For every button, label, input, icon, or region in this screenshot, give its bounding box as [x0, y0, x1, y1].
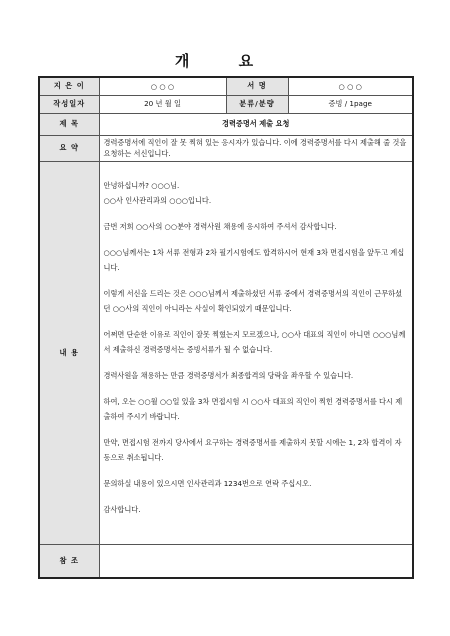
paragraph-importance: 경력사원을 채용하는 만큼 경력증명서가 최종합격의 당락을 좌우할 수 있습니다.	[103, 370, 354, 380]
summary-row	[39, 135, 413, 161]
summary-form-table	[38, 76, 414, 579]
paragraph-status: ○○○님께서는 1차 서류 전형과 2차 필기시험에도 합격하시어 현재 3차 면접시험을 앞두고 계십니다.	[103, 247, 405, 272]
document-title: 개 요	[174, 52, 276, 70]
paragraph-closing: 감사합니다.	[103, 504, 141, 514]
summary-value: 경력증명서에 직인이 잘 못 찍혀 있는 응시자가 있습니다. 이에 경력증명서를 다시 제출해 줄 것을 요청하는 서신입니다.	[99, 135, 413, 161]
content-body	[99, 161, 413, 544]
subject-value: 경력증명서 제출 요청	[99, 113, 413, 135]
author-value: ○ ○ ○	[99, 77, 226, 95]
paragraph-reason: 이렇게 서신을 드리는 것은 ○○○님께서 제출하셨던 서류 중에서 경력증명서의 직인이 근무하셨던 ○○사의 직인이 아니라는 사실이 확인되었기 때문입니다.	[103, 288, 403, 313]
content-label: 내 용	[39, 161, 99, 544]
paragraph-request: 하여, 오는 ○○월 ○○일 있을 3차 면접시험 시 ○○사 대표의 직인이 찍힌 경력증명서를 다시 제출하여 주시기 바랍니다.	[103, 396, 403, 421]
signature-label: 서 명	[226, 77, 288, 95]
paragraph-warning: 만약, 면접시험 전까지 당사에서 요구하는 경력증명서를 제출하지 못할 시에는 1, 2차 합격이 자동으로 취소됩니다.	[103, 437, 402, 462]
summary-label: 요 약	[39, 135, 99, 161]
reference-value	[99, 544, 413, 578]
paragraph-contact: 문의하실 내용이 있으시면 인사관리과 1234번으로 연락 주십시오.	[103, 478, 312, 488]
reference-label: 참 조	[39, 544, 99, 578]
date-row	[39, 95, 413, 113]
signature-value: ○ ○ ○	[288, 77, 413, 95]
subject-label: 제 목	[39, 113, 99, 135]
paragraph-detail: 어쩌면 단순한 이유로 직인이 잘못 찍혔는지 모르겠으나, ○○사 대표의 직인이 아니면 ○○○님께서 제출하신 경력증명서는 증빙서류가 될 수 없습니다.	[103, 329, 406, 354]
category-value: 증빙 / 1page	[288, 95, 413, 113]
date-label: 작성일자	[39, 95, 99, 113]
sender-line: ○○사 인사관리과의 ○○○입니다.	[103, 195, 212, 205]
subject-row	[39, 113, 413, 135]
date-value: 20 년 월 일	[99, 95, 226, 113]
paragraph-greeting	[104, 178, 409, 208]
reference-row	[39, 544, 413, 578]
author-label: 지 은 이	[39, 77, 99, 95]
content-row	[39, 161, 413, 544]
category-label: 분류/분량	[226, 95, 288, 113]
greeting-line: 안녕하십니까? ○○○님.	[103, 180, 180, 190]
author-row	[39, 77, 413, 95]
paragraph-thanks: 금번 저희 ○○사의 ○○분야 경력사원 채용에 응시하여 주셔서 감사합니다.	[103, 221, 337, 231]
